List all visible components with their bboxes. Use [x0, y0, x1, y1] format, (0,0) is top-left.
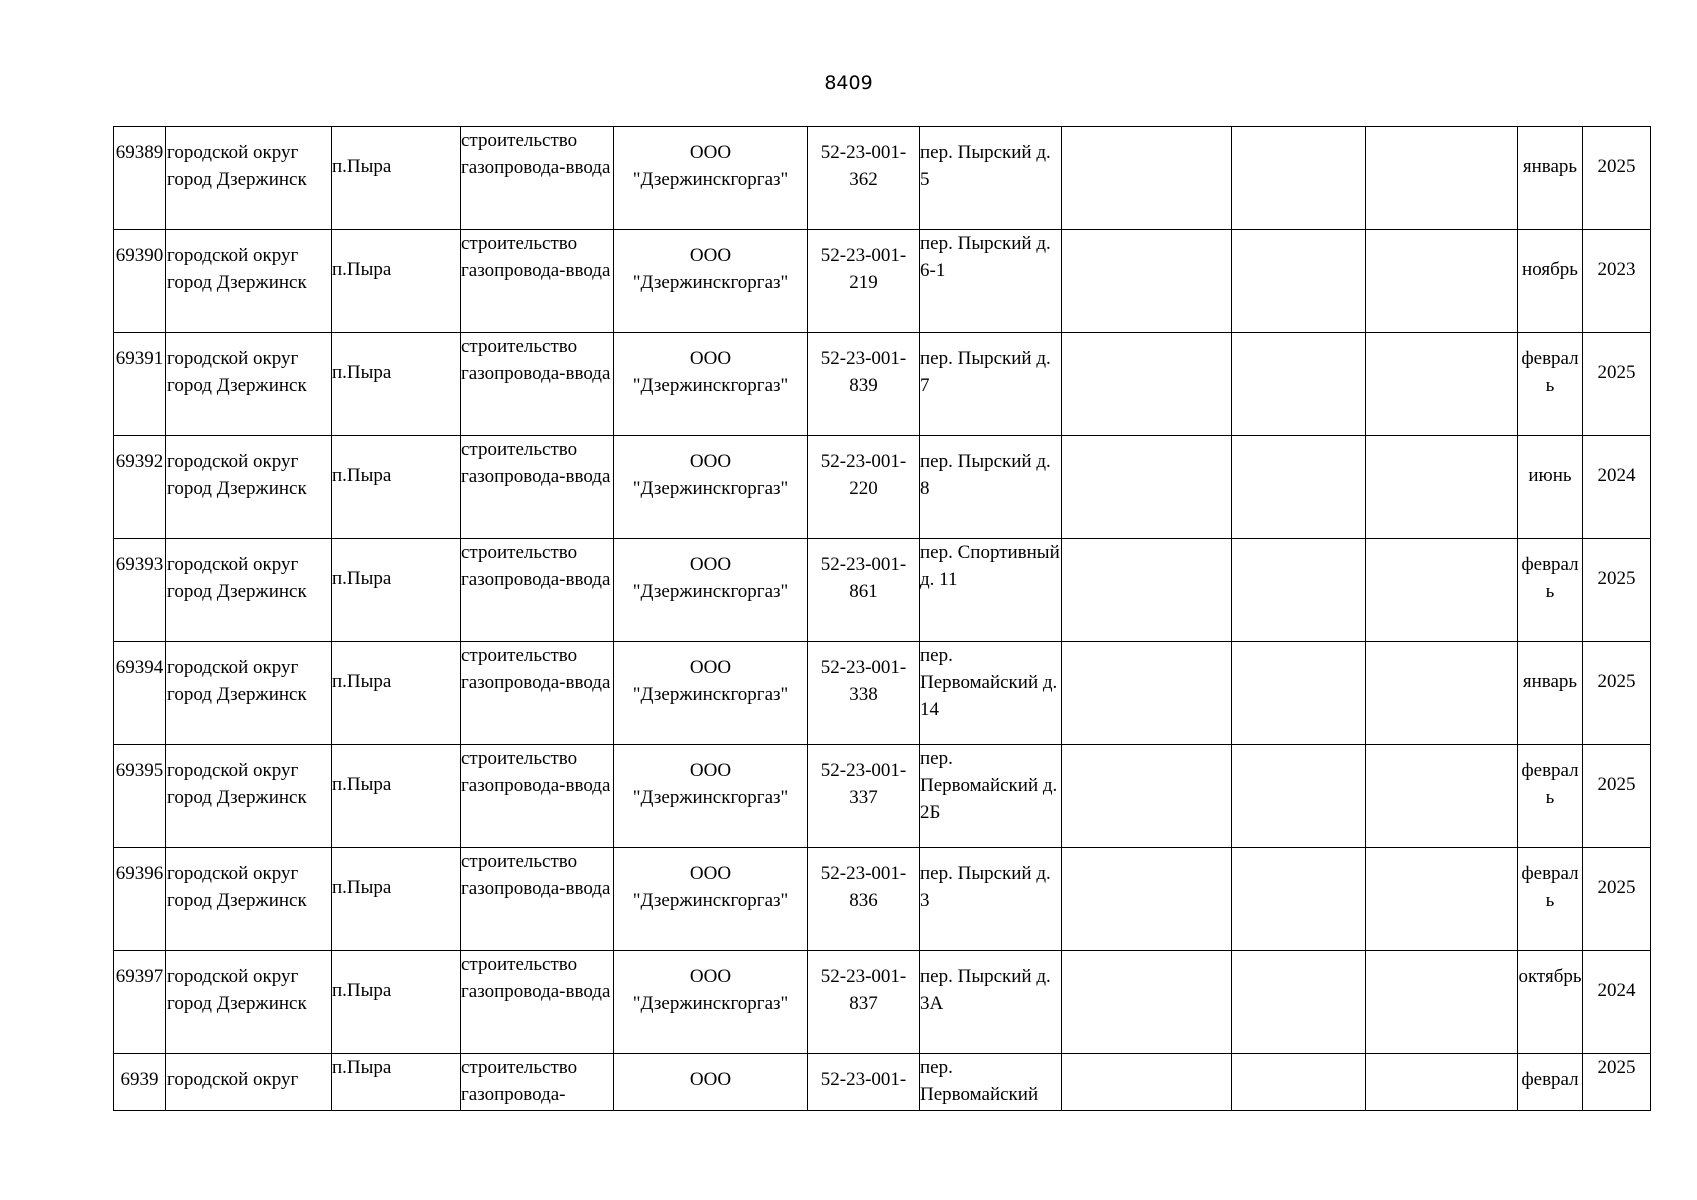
cell-empty: [1366, 230, 1518, 333]
cell-organization: ООО "Дзержинскгоргаз": [614, 436, 808, 539]
cell-empty: [1366, 951, 1518, 1054]
cell-object-code: 52-23-001-362: [808, 127, 920, 230]
cell-number: 69391: [114, 333, 166, 436]
cell-work-type: строительство газопровода-ввода: [461, 642, 614, 745]
cell-organization: ООО "Дзержинскгоргаз": [614, 333, 808, 436]
table-body: [114, 127, 1651, 1111]
cell-work-type: строительство газопровода-ввода: [461, 951, 614, 1054]
page-number: 8409: [824, 72, 873, 94]
cell-empty: [1232, 745, 1366, 848]
cell-object-code: 52-23-001-839: [808, 333, 920, 436]
cell-settlement: п.Пыра: [332, 642, 461, 745]
cell-number: 69394: [114, 642, 166, 745]
cell-settlement: п.Пыра: [332, 951, 461, 1054]
cell-district: городской округ город Дзержинск: [166, 539, 332, 642]
cell-district: городской округ город Дзержинск: [166, 951, 332, 1054]
table-row: [114, 951, 1651, 1054]
cell-year: 2025: [1583, 848, 1651, 951]
table-row: [114, 539, 1651, 642]
cell-year: 2025: [1583, 333, 1651, 436]
cell-address: пер. Первомайский д. 2Б: [920, 745, 1062, 848]
cell-address: пер. Пырский д. 6-1: [920, 230, 1062, 333]
cell-empty: [1062, 745, 1232, 848]
cell-object-code: 52-23-001-338: [808, 642, 920, 745]
cell-address: пер. Пырский д. 3: [920, 848, 1062, 951]
cell-number: 6939: [114, 1054, 166, 1111]
cell-month: февраль: [1518, 539, 1583, 642]
cell-work-type: строительство газопровода-ввода: [461, 127, 614, 230]
cell-address: пер. Пырский д. 3А: [920, 951, 1062, 1054]
cell-empty: [1366, 436, 1518, 539]
cell-district: городской округ город Дзержинск: [166, 436, 332, 539]
cell-address: пер. Первомайский д. 14: [920, 642, 1062, 745]
cell-empty: [1232, 436, 1366, 539]
cell-empty: [1366, 745, 1518, 848]
cell-organization: ООО "Дзержинскгоргаз": [614, 951, 808, 1054]
cell-empty: [1062, 333, 1232, 436]
table-row: [114, 436, 1651, 539]
cell-address: пер. Пырский д. 5: [920, 127, 1062, 230]
cell-year: 2023: [1583, 230, 1651, 333]
table-row: [114, 230, 1651, 333]
cell-empty: [1232, 539, 1366, 642]
cell-empty: [1232, 1054, 1366, 1111]
cell-empty: [1366, 1054, 1518, 1111]
cell-settlement: п.Пыра: [332, 230, 461, 333]
cell-empty: [1062, 230, 1232, 333]
cell-empty: [1062, 539, 1232, 642]
cell-month: январь: [1518, 127, 1583, 230]
cell-organization: ООО "Дзержинскгоргаз": [614, 848, 808, 951]
cell-year: 2024: [1583, 436, 1651, 539]
cell-organization: ООО "Дзержинскгоргаз": [614, 745, 808, 848]
cell-empty: [1232, 642, 1366, 745]
cell-settlement: п.Пыра: [332, 436, 461, 539]
cell-empty: [1062, 642, 1232, 745]
cell-month: июнь: [1518, 436, 1583, 539]
cell-object-code: 52-23-001-836: [808, 848, 920, 951]
table-row: [114, 1054, 1651, 1111]
cell-number: 69393: [114, 539, 166, 642]
cell-organization: ООО: [614, 1054, 808, 1111]
cell-month: октябрь: [1518, 951, 1583, 1054]
cell-number: 69389: [114, 127, 166, 230]
cell-empty: [1062, 848, 1232, 951]
cell-number: 69390: [114, 230, 166, 333]
cell-settlement: п.Пыра: [332, 848, 461, 951]
cell-work-type: строительство газопровода-ввода: [461, 436, 614, 539]
cell-work-type: строительство газопровода-: [461, 1054, 614, 1111]
cell-month: феврал: [1518, 1054, 1583, 1111]
cell-empty: [1366, 333, 1518, 436]
cell-empty: [1062, 436, 1232, 539]
cell-organization: ООО "Дзержинскгоргаз": [614, 642, 808, 745]
cell-organization: ООО "Дзержинскгоргаз": [614, 127, 808, 230]
cell-empty: [1062, 951, 1232, 1054]
cell-empty: [1232, 333, 1366, 436]
table-row: [114, 745, 1651, 848]
cell-district: городской округ: [166, 1054, 332, 1111]
cell-year: 2025: [1583, 127, 1651, 230]
cell-address: пер. Первомайский: [920, 1054, 1062, 1111]
cell-object-code: 52-23-001-219: [808, 230, 920, 333]
cell-month: январь: [1518, 642, 1583, 745]
cell-settlement: п.Пыра: [332, 333, 461, 436]
cell-object-code: 52-23-001-837: [808, 951, 920, 1054]
cell-object-code: 52-23-001-: [808, 1054, 920, 1111]
cell-object-code: 52-23-001-337: [808, 745, 920, 848]
cell-object-code: 52-23-001-220: [808, 436, 920, 539]
cell-number: 69396: [114, 848, 166, 951]
cell-month: февраль: [1518, 333, 1583, 436]
cell-year: 2025: [1583, 642, 1651, 745]
cell-number: 69397: [114, 951, 166, 1054]
cell-address: пер. Спортивный д. 11: [920, 539, 1062, 642]
cell-work-type: строительство газопровода-ввода: [461, 848, 614, 951]
cell-empty: [1062, 127, 1232, 230]
cell-address: пер. Пырский д. 7: [920, 333, 1062, 436]
cell-work-type: строительство газопровода-ввода: [461, 745, 614, 848]
cell-settlement: п.Пыра: [332, 127, 461, 230]
cell-number: 69395: [114, 745, 166, 848]
cell-district: городской округ город Дзержинск: [166, 230, 332, 333]
table-row: [114, 642, 1651, 745]
cell-settlement: п.Пыра: [332, 1054, 461, 1111]
cell-empty: [1232, 848, 1366, 951]
table-row: [114, 848, 1651, 951]
cell-empty: [1366, 642, 1518, 745]
cell-month: ноябрь: [1518, 230, 1583, 333]
cell-empty: [1366, 539, 1518, 642]
cell-organization: ООО "Дзержинскгоргаз": [614, 230, 808, 333]
table-row: [114, 127, 1651, 230]
cell-year: 2025: [1583, 1054, 1651, 1111]
cell-object-code: 52-23-001-861: [808, 539, 920, 642]
cell-number: 69392: [114, 436, 166, 539]
cell-year: 2025: [1583, 539, 1651, 642]
cell-empty: [1232, 230, 1366, 333]
cell-empty: [1232, 127, 1366, 230]
table-row: [114, 333, 1651, 436]
cell-empty: [1062, 1054, 1232, 1111]
cell-district: городской округ город Дзержинск: [166, 848, 332, 951]
cell-empty: [1366, 127, 1518, 230]
cell-month: февраль: [1518, 848, 1583, 951]
cell-work-type: строительство газопровода-ввода: [461, 230, 614, 333]
cell-settlement: п.Пыра: [332, 539, 461, 642]
cell-year: 2025: [1583, 745, 1651, 848]
cell-work-type: строительство газопровода-ввода: [461, 539, 614, 642]
cell-work-type: строительство газопровода-ввода: [461, 333, 614, 436]
cell-organization: ООО "Дзержинскгоргаз": [614, 539, 808, 642]
cell-settlement: п.Пыра: [332, 745, 461, 848]
cell-month: февраль: [1518, 745, 1583, 848]
cell-address: пер. Пырский д. 8: [920, 436, 1062, 539]
cell-year: 2024: [1583, 951, 1651, 1054]
cell-empty: [1232, 951, 1366, 1054]
registry-table: [113, 126, 1651, 1111]
cell-district: городской округ город Дзержинск: [166, 127, 332, 230]
cell-district: городской округ город Дзержинск: [166, 745, 332, 848]
cell-district: городской округ город Дзержинск: [166, 333, 332, 436]
cell-district: городской округ город Дзержинск: [166, 642, 332, 745]
cell-empty: [1366, 848, 1518, 951]
